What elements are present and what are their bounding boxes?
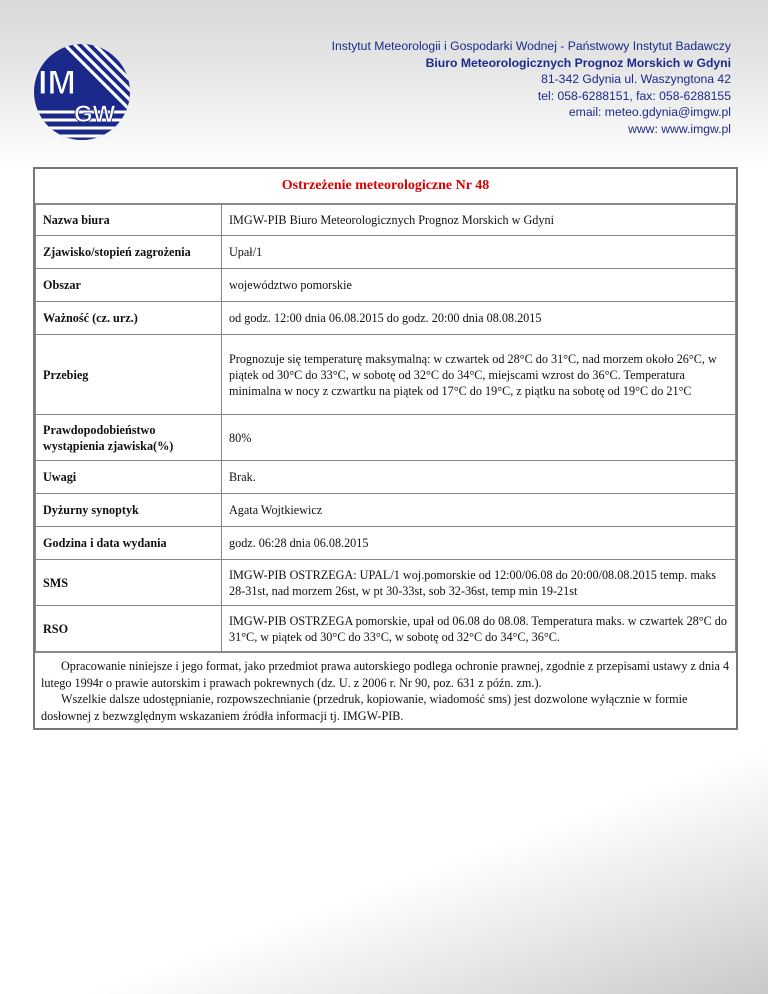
row-value: Prognozuje się temperaturę maksymalną: w czwartek od 28°C do 31°C, nad morzem około 26°C, w piątek od 30°C do 33°C, w sobotę od 32°C do 34°C, miejscami wzrost do 36°C. Temperatura minimalna w nocy z czwartku na piątek od 17°C do 19°C, z piątku na sobotę od 19°C do 21°C bbox=[222, 335, 736, 415]
logo-text-gw: GW bbox=[74, 101, 116, 128]
warning-document bbox=[33, 167, 738, 730]
table-row bbox=[36, 494, 736, 527]
table-row bbox=[36, 205, 736, 236]
row-label: Zjawisko/stopień zagrożenia bbox=[36, 236, 222, 269]
row-value: Upał/1 bbox=[222, 236, 736, 269]
row-label: Ważność (cz. urz.) bbox=[36, 302, 222, 335]
warning-title: Ostrzeżenie meteorologiczne Nr 48 bbox=[35, 169, 736, 204]
institute-name: Instytut Meteorologii i Gospodarki Wodnej - Państwowy Instytut Badawczy bbox=[331, 39, 731, 53]
row-label: Przebieg bbox=[36, 335, 222, 415]
footer-background bbox=[0, 720, 768, 994]
table-row bbox=[36, 560, 736, 606]
row-value: Agata Wojtkiewicz bbox=[222, 494, 736, 527]
institute-header bbox=[332, 38, 731, 137]
table-row bbox=[36, 302, 736, 335]
website[interactable]: www: www.imgw.pl bbox=[628, 121, 731, 136]
phone-fax: tel: 058-6288151, fax: 058-6288155 bbox=[537, 88, 731, 103]
table-row bbox=[36, 461, 736, 494]
table-row bbox=[36, 527, 736, 560]
row-label: Godzina i data wydania bbox=[36, 527, 222, 560]
table-row bbox=[36, 269, 736, 302]
row-label: Prawdopodobieństwo wystąpienia zjawiska(%) bbox=[36, 415, 222, 461]
row-label: Nazwa biura bbox=[36, 205, 222, 236]
row-label: Uwagi bbox=[36, 461, 222, 494]
row-value: województwo pomorskie bbox=[222, 269, 736, 302]
row-label: Dyżurny synoptyk bbox=[36, 494, 222, 527]
row-value: IMGW-PIB Biuro Meteorologicznych Prognoz Morskich w Gdyni bbox=[222, 205, 736, 236]
row-value: Brak. bbox=[222, 461, 736, 494]
row-value: od godz. 12:00 dnia 06.08.2015 do godz. 20:00 dnia 08.08.2015 bbox=[222, 302, 736, 335]
redistribution-paragraph: Wszelkie dalsze udostępnianie, rozpowszechnianie (przedruk, kopiowanie, wiadomość sms) jest dozwolone wyłącznie w formie dosłownej z bezwzględnym wskazaniem źródła informacji tj. IMGW-PIB. bbox=[41, 692, 688, 723]
table-row bbox=[36, 606, 736, 652]
row-label: SMS bbox=[36, 560, 222, 606]
logo-text-im: IM bbox=[38, 64, 76, 102]
table-row bbox=[36, 236, 736, 269]
imgw-logo bbox=[32, 42, 140, 142]
office-name: Biuro Meteorologicznych Prognoz Morskich w Gdyni bbox=[425, 55, 731, 70]
row-label: Obszar bbox=[36, 269, 222, 302]
row-value: godz. 06:28 dnia 06.08.2015 bbox=[222, 527, 736, 560]
address: 81-342 Gdynia ul. Waszyngtona 42 bbox=[541, 72, 731, 86]
table-row bbox=[36, 415, 736, 461]
table-row bbox=[36, 335, 736, 415]
warning-table bbox=[35, 204, 736, 652]
email[interactable]: email: meteo.gdynia@imgw.pl bbox=[568, 105, 731, 119]
row-value: 80% bbox=[222, 415, 736, 461]
row-label: RSO bbox=[36, 606, 222, 652]
row-value: IMGW-PIB OSTRZEGA: UPAL/1 woj.pomorskie od 12:00/06.08 do 20:00/08.08.2015 temp. maks 28-31st, nad morzem 26st, w pt 30-33st, sob 32-36st, temp min 19-21st bbox=[222, 560, 736, 606]
copyright-paragraph: Opracowanie niniejsze i jego format, jako przedmiot prawa autorskiego podlega ochronie prawnej, zgodnie z przepisami ustawy z dnia 4 lutego 1994r o prawie autorskim i prawach pokrewnych (dz. U. z 2006 r. Nr 90, poz. 631 z późn. zm.). bbox=[41, 659, 730, 690]
copyright-notice bbox=[35, 652, 736, 728]
row-value: IMGW-PIB OSTRZEGA pomorskie, upał od 06.08 do 08.08. Temperatura maks. w czwartek 28°C do 31°C, w piątek od 30°C do 33°C, w sobotę od 32°C do 34°C, 36°C. bbox=[222, 606, 736, 652]
